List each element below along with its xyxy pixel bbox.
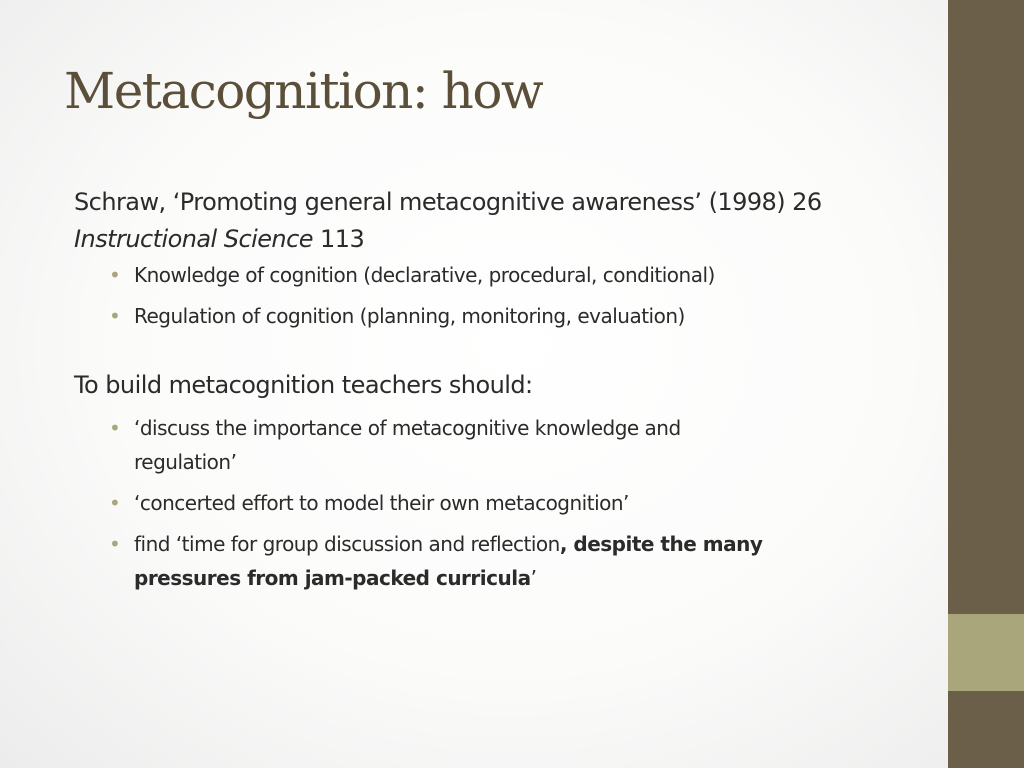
bullet-icon: • (109, 263, 121, 287)
list-item (74, 258, 934, 292)
list-item-text: ‘concerted effort to model their own metacognition’ (134, 491, 629, 515)
sidebar-decoration-accent (948, 614, 1024, 691)
list-item-text: ‘discuss the importance of metacognitive knowledge and (134, 416, 681, 440)
bullet-icon: • (109, 304, 121, 328)
slide-content (74, 184, 934, 595)
list-item-text: Regulation of cognition (planning, monitoring, evaluation) (134, 304, 685, 328)
list-item (74, 299, 934, 333)
list-item-text-bold: pressures from jam-packed curricula (134, 566, 531, 590)
section-heading: To build metacognition teachers should: (74, 371, 533, 399)
list-item (74, 486, 934, 520)
journal-page: 113 (312, 225, 365, 253)
sidebar-decoration-top (948, 0, 1024, 614)
list-item (74, 411, 934, 479)
sidebar-decoration-bottom (948, 691, 1024, 768)
journal-name: Instructional Science (74, 225, 313, 253)
list-item-text-continued (134, 561, 934, 595)
bullet-icon: • (109, 416, 121, 440)
list-item (74, 527, 934, 595)
slide-title: Metacognition: how (64, 62, 543, 120)
list-item-text-continued: regulation’ (134, 450, 237, 474)
bullet-icon: • (109, 491, 121, 515)
section-spacer (74, 333, 934, 367)
citation-line-2 (74, 221, 934, 258)
list-item-text-plain: find ‘time for group discussion and reflection (134, 532, 560, 556)
list-item-text-end: ’ (530, 566, 537, 590)
list-item-text (134, 527, 934, 561)
list-item-text: Knowledge of cognition (declarative, procedural, conditional) (134, 263, 715, 287)
citation-line: Schraw, ‘Promoting general metacognitive awareness’ (1998) 26 (74, 188, 822, 216)
bullet-icon: • (109, 532, 121, 556)
list-item-text-bold: , despite the many (559, 532, 763, 556)
